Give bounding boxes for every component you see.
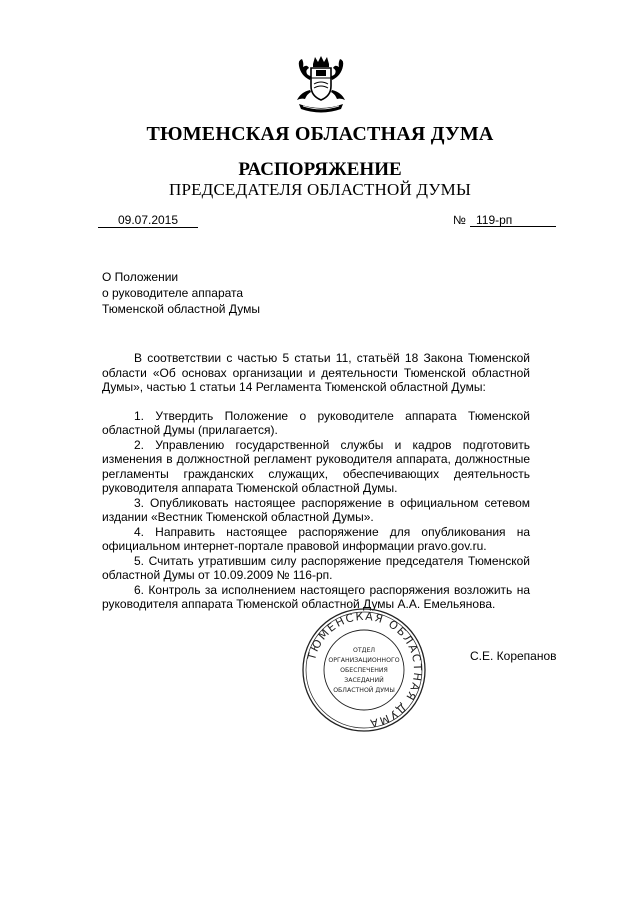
- number-sign: №: [453, 213, 466, 227]
- document-type: РАСПОРЯЖЕНИЕ: [238, 159, 402, 180]
- stamp-center-line: ОБЕСПЕЧЕНИЯ: [340, 667, 388, 674]
- signer-name: С.Е. Корепанов: [470, 649, 557, 663]
- official-stamp: [300, 606, 428, 734]
- order-item: 1. Утвердить Положение о руководителе аппарата Тюменской областной Думы (прилагается).: [102, 408, 530, 437]
- stamp-center-line: ОРГАНИЗАЦИОННОГО: [328, 657, 400, 664]
- document-number: 119-рп: [470, 213, 556, 227]
- document-body: [102, 351, 530, 612]
- subject-line: О Положении: [102, 270, 179, 284]
- order-item: 2. Управлению государственной службы и кадров подготовить изменения в должностной регламент руководителя аппарата, должностные регламенты гражданских служащих, обеспечивающих деятельность руководителя аппарата Тюменской областной Думы.: [102, 437, 530, 495]
- stamp-center-line: ЗАСЕДАНИЙ: [344, 677, 384, 684]
- preamble-paragraph: В соответствии с частью 5 статьи 11, статьёй 18 Закона Тюменской области «Об основах организации и деятельности Тюменской областной Думы», частью 1 статьи 14 Регламента Тюменской областной Думы:: [102, 351, 530, 394]
- stamp-center-line: ОБЛАСТНОЙ ДУМЫ: [333, 687, 395, 694]
- document-issuer: ПРЕДСЕДАТЕЛЯ ОБЛАСТНОЙ ДУМЫ: [168, 180, 472, 199]
- order-item: 6. Контроль за исполнением настоящего распоряжения возложить на руководителя аппарата Тюменской областной Думы А.А. Емельянова.: [102, 582, 530, 611]
- subject-line: Тюменской областной Думы: [102, 302, 260, 316]
- stamp-ring-text: ТЮМЕНСКАЯ ОБЛАСТНАЯ ДУМА: [305, 609, 425, 730]
- order-item: 3. Опубликовать настоящее распоряжение в официальном сетевом издании «Вестник Тюменской областной Думы».: [102, 495, 530, 524]
- document-subject: [102, 269, 342, 317]
- order-item: 4. Направить настоящее распоряжение для опубликования на официальном интернет-портале правовой информации pravo.gov.ru.: [102, 524, 530, 553]
- coat-of-arms-emblem: [289, 54, 353, 116]
- document-date: 09.07.2015: [98, 213, 198, 228]
- subject-line: о руководителе аппарата: [102, 286, 244, 300]
- organization-name: ТЮМЕНСКАЯ ОБЛАСТНАЯ ДУМА: [146, 123, 494, 145]
- order-item: 5. Считать утратившим силу распоряжение председателя Тюменской областной Думы от 10.09.2009 № 116-рп.: [102, 553, 530, 582]
- stamp-center-line: ОТДЕЛ: [352, 647, 376, 654]
